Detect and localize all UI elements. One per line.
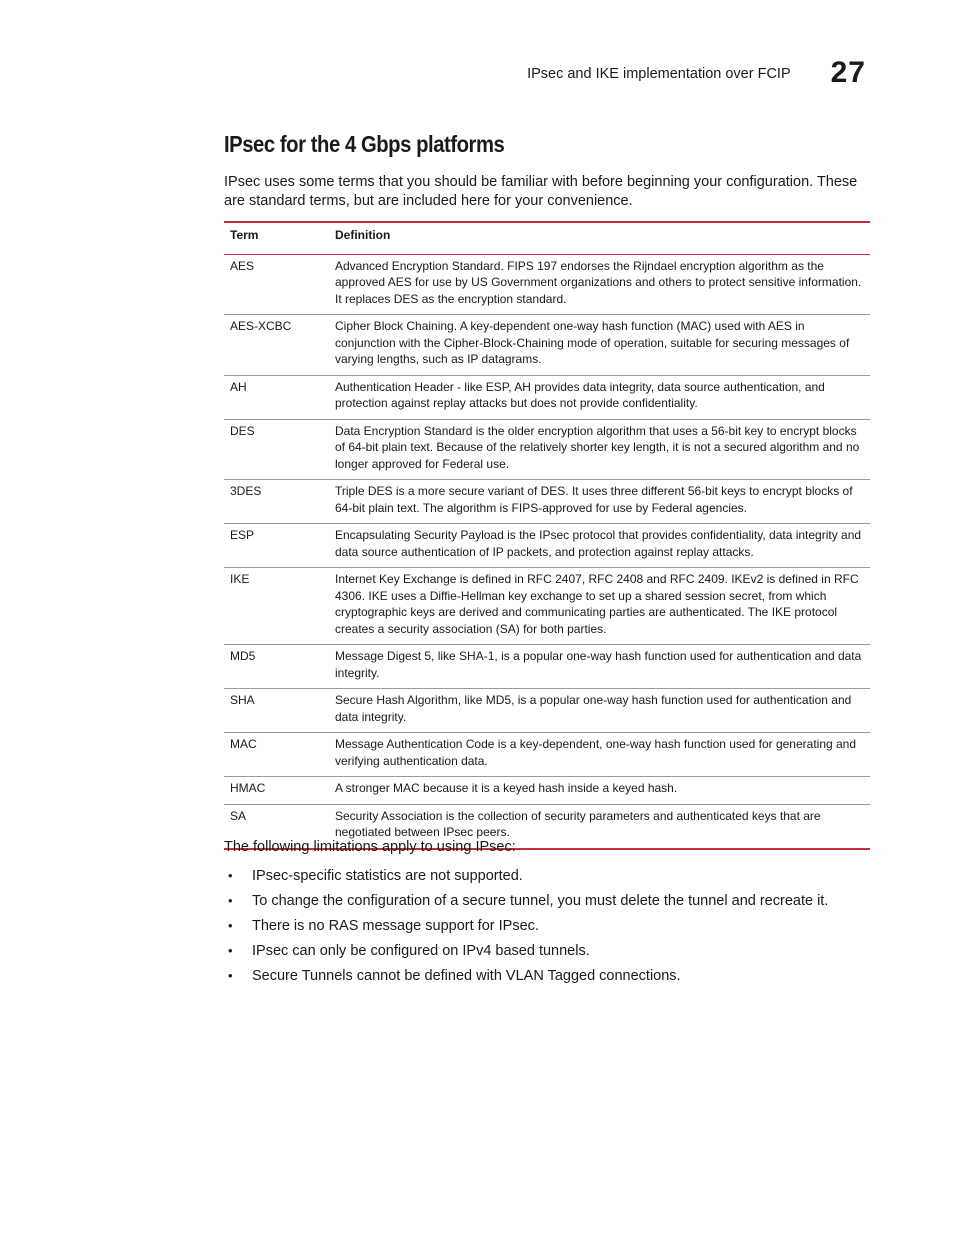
term-cell: AH [224, 375, 329, 419]
table-row [224, 419, 870, 480]
definition-cell: Encapsulating Security Payload is the IPsec protocol that provides confidentiality, data integrity and data source authentication of IP packets, and protection against replay attacks. [329, 524, 870, 568]
definition-cell: Internet Key Exchange is defined in RFC 2407, RFC 2408 and RFC 2409. IKEv2 is defined in RFC 4306. IKE uses a Diffie-Hellman key exchange to set up a shared session secret, from which cryptographic keys are derived and communicating parties are authenticated. The IKE protocol creates a security association (SA) for both parties. [329, 568, 870, 645]
list-item [224, 941, 828, 966]
list-item [224, 966, 828, 991]
term-cell: MD5 [224, 645, 329, 689]
term-cell: SA [230, 808, 247, 823]
bullet-icon: • [228, 918, 233, 933]
chapter-number: 27 [830, 56, 866, 89]
definition-cell: A stronger MAC because it is a keyed hash inside a keyed hash. [329, 777, 870, 805]
table-row [224, 524, 870, 568]
list-item-text: IPsec can only be configured on IPv4 based tunnels. [252, 943, 590, 959]
list-item-text: Secure Tunnels cannot be defined with VLAN Tagged connections. [252, 968, 681, 984]
terms-table [224, 221, 870, 850]
running-title: IPsec and IKE implementation over FCIP [527, 66, 791, 82]
running-header [527, 56, 866, 90]
table-row [224, 689, 870, 733]
header-term: Term [224, 222, 329, 254]
term-cell: DES [224, 419, 329, 480]
table-row [224, 480, 870, 524]
limitations-list [224, 866, 828, 991]
table-row [224, 777, 870, 805]
definition-cell: Data Encryption Standard is the older encryption algorithm that uses a 56-bit key to encrypt blocks of 64-bit plain text. Because of the relatively shorter key length, it is not a secured algorithm and no longer approved for Federal use. [329, 419, 870, 480]
definition-cell: Security Association is the collection of security parameters and authenticated keys that are negotiated between IPsec peers. [335, 808, 821, 839]
term-cell: MAC [224, 733, 329, 777]
term-cell: AES [224, 254, 329, 315]
bullet-icon: • [228, 943, 233, 958]
term-cell: IKE [224, 568, 329, 645]
bullet-icon: • [228, 968, 233, 983]
term-cell: ESP [224, 524, 329, 568]
term-cell: AES-XCBC [224, 315, 329, 376]
list-item-text: To change the configuration of a secure tunnel, you must delete the tunnel and recreate it. [252, 893, 829, 909]
list-item [224, 891, 828, 916]
table-row [224, 645, 870, 689]
bullet-icon: • [228, 893, 233, 908]
list-item-text: There is no RAS message support for IPsec. [252, 918, 539, 934]
definition-cell: Cipher Block Chaining. A key-dependent one-way hash function (MAC) used with AES in conjunction with the Cipher-Block-Chaining mode of operation, suitable for securing messages of varying lengths, such as IP datagrams. [329, 315, 870, 376]
list-item-text: IPsec-specific statistics are not supported. [252, 868, 523, 884]
header-definition: Definition [329, 222, 870, 254]
list-item [224, 866, 828, 891]
term-cell: SHA [224, 689, 329, 733]
definition-cell: Message Digest 5, like SHA-1, is a popular one-way hash function used for authentication and data integrity. [329, 645, 870, 689]
bullet-icon: • [228, 868, 233, 883]
section-title: IPsec for the 4 Gbps platforms [224, 131, 505, 157]
definition-cell: Triple DES is a more secure variant of DES. It uses three different 56-bit keys to encrypt blocks of 64-bit plain text. The algorithm is FIPS-approved for use by Federal agencies. [329, 480, 870, 524]
definition-cell: Message Authentication Code is a key-dependent, one-way hash function used for generating and verifying authentication data. [329, 733, 870, 777]
table-row [224, 375, 870, 419]
term-cell: 3DES [224, 480, 329, 524]
definition-cell: Secure Hash Algorithm, like MD5, is a popular one-way hash function used for authentication and data integrity. [329, 689, 870, 733]
list-item [224, 916, 828, 941]
limitations-intro: The following limitations apply to using IPsec: [224, 839, 516, 855]
table-row [224, 568, 870, 645]
term-cell: HMAC [224, 777, 329, 805]
table-row [224, 733, 870, 777]
definition-cell: Advanced Encryption Standard. FIPS 197 endorses the Rijndael encryption algorithm as the approved AES for use by US Government organizations and others to protect sensitive information. It replaces DES as the encryption standard. [329, 254, 870, 315]
intro-paragraph: IPsec uses some terms that you should be familiar with before beginning your configuration. These are standard terms, but are included here for your convenience. [224, 174, 858, 209]
definition-cell: Authentication Header - like ESP, AH provides data integrity, data source authentication, and protection against replay attacks but does not provide confidentiality. [329, 375, 870, 419]
table-header-row [224, 222, 870, 254]
table-row [224, 315, 870, 376]
table-row [224, 254, 870, 315]
